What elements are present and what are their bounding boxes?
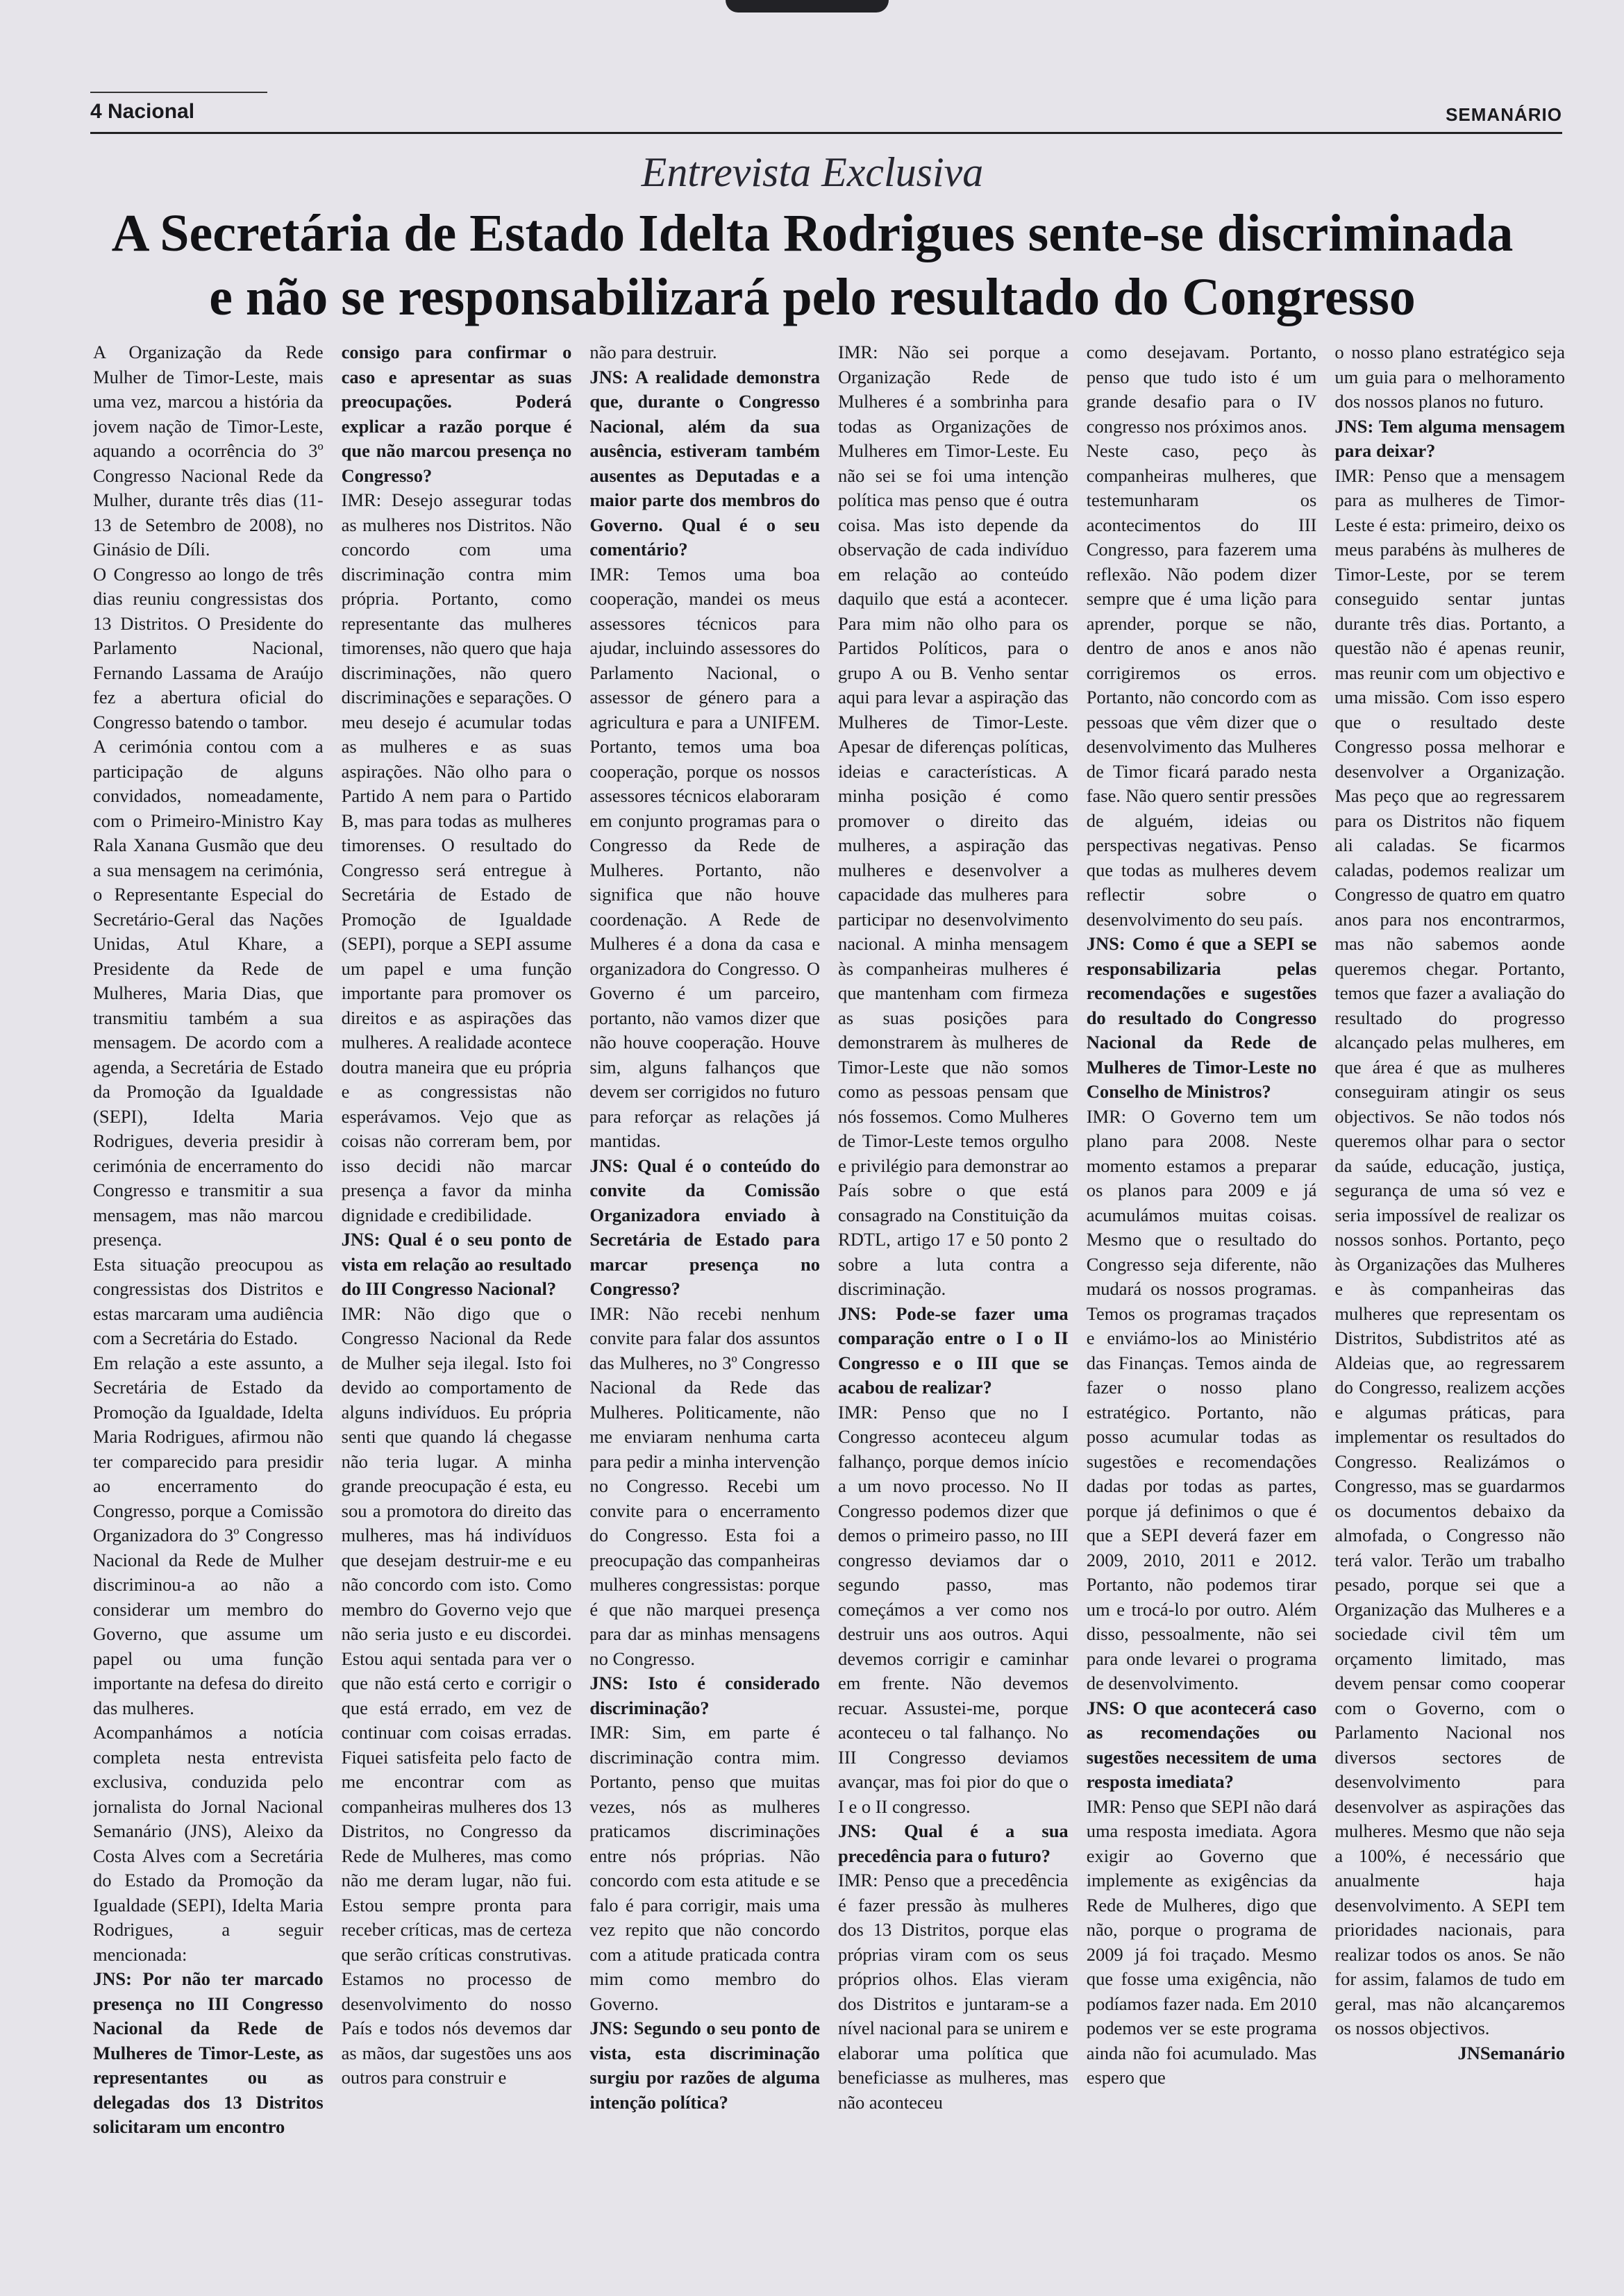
section-label: 4 Nacional [90,100,195,123]
article-signature-line [1334,2041,1565,2066]
interview-question: JNS: Qual é o seu ponto de vista em relação ao resultado do III Congresso Nacional? [341,1229,572,1299]
newspaper-name: SEMANÁRIO [1446,104,1562,125]
interview-question: JNS: Por não ter marcado presença no III Congresso Nacional da Rede de Mulheres de Timor-Leste, as representantes ou as delegadas dos 13 Distritos solicitaram um encontro [93,1968,324,2137]
article-paragraph: A cerimónia contou com a participação de alguns convidados, nomeadamente, com o Primeiro-Ministro Kay Rala Xanana Gusmão que deu a sua mensagem na cerimónia, o Representante Especial do Secretário-Geral das Nações Unidas, Atul Khare, a Presidente da Rede de Mulheres, Maria Dias, que transmitiu também a sua mensagem. De acordo com a agenda, a Secretária de Estado da Promoção da Igualdade (SEPI), Idelta Maria Rodrigues, deveria presidir à cerimónia de encerramento do Congresso e transmitir a sua mensagem, mas não marcou presença. [93,736,324,1250]
header-short-rule [90,92,267,93]
article-paragraph: não para destruir. [589,342,717,362]
interview-question: consigo para confirmar o caso e apresentar as suas preocupações. Poderá explicar a razão porque é que não marcou presença no Congresso? [341,342,572,486]
article-paragraph: Em relação a este assunto, a Secretária de Estado da Promoção da Igualdade, Idelta Maria Rodrigues, afirmou não ter comparecido para presidir ao encerramento do Congresso, porque a Comissão Organizadora do 3º Congresso Nacional da Rede de Mulher discriminou-a ao não a considerar um membro do Governo, que assume um papel ou uma função importante na defesa do direito das mulheres. [93,1352,324,1718]
article-paragraph: IMR: Não sei porque a Organização Rede de Mulheres é a sombrinha para todas as Organizações de Mulheres em Timor-Leste. Eu não sei se foi uma intenção política mas penso que é outra coisa. Mas isto depende da observação de cada indivíduo em relação ao conteúdo daquilo que está a acontecer. Para mim não olho para os Partidos Políticos, para o grupo A ou B. Venho sentar aqui para levar a aspiração das Mulheres de Timor-Leste. Apesar de diferenças políticas, ideias e características. A minha posição é como promover o direito das mulheres, a aspiração das mulheres e desenvolver a capacidade das mulheres para participar no desenvolvimento nacional. A minha mensagem às companheiras mulheres é que mantenham com firmeza as suas posições para demonstrarem às mulheres de Timor-Leste que não somos como as pessoas pensam que nós fossemos. Como Mulheres de Timor-Leste temos orgulho e privilégio para demonstrar ao País sobre o que está consagrado na Constituição da RDTL, artigo 17 e 50 ponto 2 sobre a luta contra a discriminação. [838,342,1069,1299]
interview-question: JNS: Isto é considerado discriminação? [589,1673,821,1718]
article-column-4 [838,340,1069,2208]
interview-question: JNS: Qual é o conteúdo do convite da Comissão Organizadora enviado à Secretária de Estado para marcar presença no Congresso? [589,1155,821,1299]
article-paragraph: IMR: Temos uma boa cooperação, mandei os meus assessores técnicos para ajudar, incluindo assessores do Parlamento Nacional, o assessor de género para a agricultura e para a UNIFEM. Portanto, temos uma boa cooperação, porque os nossos assessores técnicos elaboraram em conjunto programas para o Congresso da Rede de Mulheres. Portanto, não significa que não houve coordenação. A Rede de Mulheres é a dona da casa e organizadora do Congresso. O Governo é um parceiro, portanto, não vamos dizer que não houve cooperação. Houve sim, alguns falhanços que devem ser corrigidos no futuro para reforçar as relações já mantidas. [589,563,821,1151]
article-paragraph: Acompanhámos a notícia completa nesta entrevista exclusiva, conduzida pelo jornalista do Jornal Nacional Semanário (JNS), Aleixo da Costa Alves com a Secretária do Estado da Promoção da Igualdade (SEPI), Idelta Maria Rodrigues, a seguir mencionada: [93,1722,324,1965]
interview-question: JNS: Pode-se fazer uma comparação entre o I o II Congresso e o III que se acabou de realizar? [838,1302,1069,1398]
page-top-tab [726,0,889,12]
article-paragraph: Neste caso, peço às companheiras mulheres, que testemunharam os acontecimentos do III Congresso, para fazerem uma reflexão. Não podem dizer sempre que é uma lição para aprender, porque se não, dentro de anos e anos não corrigiremos os erros. Portanto, não concordo com as pessoas que vêm dizer que o desenvolvimento das Mulheres de Timor ficará parado nesta fase. Não quero sentir pressões de alguém, ideias ou perspectivas negativas. Penso que todas as mulheres devem reflectir sobre o desenvolvimento do seu país. [1086,440,1317,930]
interview-question: JNS: Qual é a sua precedência para o futuro? [838,1820,1069,1866]
headline-line-2: e não se responsabilizará pelo resultado do Congresso [209,268,1416,326]
article-paragraph: como desejavam. Portanto, penso que tudo isto é um grande desafio para o IV congresso nos próximos anos. [1086,342,1317,437]
article-paragraph: IMR: Penso que no I Congresso aconteceu algum falhanço, porque demos início a um novo processo. No II Congresso podemos dizer que demos o primeiro passo, no III congresso deviamos dar o segundo passo, mas começámos a ver como nos destruir uns aos outros. Aqui devemos corrigir e caminhar em frente. Não devemos recuar. Assustei-me, porque aconteceu o tal falhanço. No III Congresso deviamos avançar, mas foi pior do que o I e o II congresso. [838,1401,1069,1817]
article-body [93,340,1565,2208]
interview-question: JNS: O que acontecerá caso as recomendações ou sugestões necessitem de uma resposta imediata? [1086,1697,1317,1792]
interview-question: JNS: A realidade demonstra que, durante o Congresso Nacional, além da sua ausência, estiveram também ausentes as Deputadas e a maior parte dos membros do Governo. Qual é o seu comentário? [589,366,821,560]
article-headline [76,201,1548,329]
article-paragraph: IMR: Desejo assegurar todas as mulheres nos Distritos. Não concordo com uma discriminação contra mim própria. Portanto, como representante das mulheres timorenses, não quero que haja discriminações, não quero discriminações e separações. O meu desejo é acumular todas as mulheres e as suas aspirações. Não olho para o Partido A nem para o Partido B, mas para todas as mulheres timorenses. O resultado do Congresso será entregue à Secretária de Estado de Promoção de Igualdade (SEPI), porque a SEPI assume um papel e uma função importante para promover os direitos e as aspirações das mulheres. A realidade acontece doutra maneira que eu própria e as congressistas não esperávamos. Vejo que as coisas não correram bem, por isso decidi não marcar presença a favor da minha dignidade e credibilidade. [341,489,572,1225]
article-paragraph: IMR: Sim, em parte é discriminação contra mim. Portanto, penso que muitas vezes, nós as mulheres praticamos discriminações entre nós próprias. Não concordo com esta atitude e se falo é para corrigir, mais uma vez repito que não concordo com a atitude praticada contra mim como membro do Governo. [589,1722,821,2014]
article-paragraph: IMR: Penso que a precedência é fazer pressão às mulheres dos 13 Distritos, porque elas próprias viram com os seus próprios olhos. Elas vieram dos Distritos e juntaram-se a nível nacional para se unirem e elaborar uma política que beneficiasse as mulheres, mas não aconteceu [838,1870,1069,2113]
article-paragraph: o nosso plano estratégico seja um guia para o melhoramento dos nossos planos no futuro. [1334,342,1566,412]
article-column-5 [1087,340,1317,2208]
article-paragraph: O Congresso ao longo de três dias reuniu congressistas dos 13 Distritos. O Presidente do Parlamento Nacional, Fernando Lassama de Araújo fez a abertura oficial do Congresso batendo o tambor. [93,563,324,732]
page-header [90,87,1562,134]
article-paragraph: A Organização da Rede Mulher de Timor-Leste, mais uma vez, marcou a história da jovem nação de Timor-Leste, aquando a ocorrência do 3º Congresso Nacional Rede da Mulher, durante três dias (11-13 de Setembro de 2008), no Ginásio de Díli. [93,342,324,560]
article-paragraph: IMR: Não recebi nenhum convite para falar dos assuntos das Mulheres, no 3º Congresso Nacional da Rede das Mulheres. Politicamente, não me enviaram nenhuma carta para pedir a minha intervenção no Congresso. Recebi um convite para o encerramento do Congresso. Esta foi a preocupação das companheiras mulheres congressistas: porque é que não marquei presença para dar as minhas mensagens no Congresso. [589,1302,821,1669]
interview-question: JNS: Tem alguma mensagem para deixar? [1334,415,1566,461]
article-column-6 [1334,340,1565,2208]
article-paragraph: Esta situação preocupou as congressistas dos Distritos e estas marcaram uma audiência com a Secretária do Estado. [93,1253,324,1348]
article-paragraph: IMR: O Governo tem um plano para 2008. Neste momento estamos a preparar os planos para 2009 e já acumulámos muitas coisas. Mesmo que o resultado do Congresso seja diferente, não mudará os nossos programas. Temos os programas traçados e enviámo-los ao Ministério das Finanças. Temos ainda de fazer o nosso plano estratégico. Portanto, não posso acumular todas as sugestões e recomendações dadas por todas as partes, porque já definimos o que é que a SEPI deverá fazer em 2009, 2010, 2011 e 2012. Portanto, não podemos tirar um e trocá-lo por outro. Além disso, pessoalmente, não sei para onde levarei o programa de desenvolvimento. [1086,1105,1317,1693]
interview-question: JNS: Segundo o seu ponto de vista, esta discriminação surgiu por razões de alguma intenção política? [589,2018,821,2113]
article-column-1 [93,340,324,2208]
article-column-3 [589,340,820,2208]
article-paragraph: IMR: Penso que SEPI não dará uma resposta imediata. Agora exigir ao Governo que implemente as exigências da Rede de Mulheres, digo que não, porque o programa de 2009 já foi traçado. Mesmo que fosse uma exigência, não podíamos fazer nada. Em 2010 podemos ver se este programa ainda não foi acumulado. Mas espero que [1086,1795,1317,2088]
interview-question: JNS: Como é que a SEPI se responsabilizaria pelas recomendações e sugestões do resultado do Congresso Nacional da Rede de Mulheres de Timor-Leste no Conselho de Ministros? [1086,933,1317,1102]
article-paragraph: IMR: Não digo que o Congresso Nacional da Rede de Mulher seja ilegal. Isto foi devido ao comportamento de alguns indivíduos. Eu própria senti que quando lá chegasse não teria lugar. A minha grande preocupação é esta, eu sou a promotora do direito das mulheres, mas há indivíduos que desejam destruir-me e eu não concordo com isto. Como membro do Governo vejo que não seria justo e eu discordei. Estou aqui sentada para ver o que não está certo e corrigir o que está errado, em vez de continuar com coisas erradas. Fiquei satisfeita pelo facto de me encontrar com as companheiras mulheres dos 13 Distritos, no Congresso da Rede de Mulheres, mas como não me deram lugar, não fui. Estou sempre pronta para receber críticas, mas de certeza que serão críticas construtivas. Estamos no processo de desenvolvimento do nosso País e todos nós devemos dar as mãos, dar sugestões uns aos outros para construir e [341,1302,572,2088]
headline-line-1: A Secretária de Estado Idelta Rodrigues sente-se discriminada [111,204,1514,262]
article-kicker: Entrevista Exclusiva [641,149,984,195]
article-signature: JNSemanário [1457,2042,1566,2063]
article-paragraph: IMR: Penso que a mensagem para as mulheres de Timor-Leste é esta: primeiro, deixo os meus parabéns às mulheres de Timor-Leste, por se terem conseguido sentar juntas durante três dias. Portanto, a questão não é apenas reunir, mas reunir com um objectivo e uma missão. Com isso espero que o resultado deste Congresso possa melhorar e desenvolver a Organização. Mas peço que ao regressarem para os Distritos não fiquem ali caladas. Se ficarmos caladas, podemos realizar um Congresso de quatro em quatro anos para nos encontrarmos, mas não sabemos aonde queremos chegar. Portanto, temos que fazer a avaliação do resultado do progresso alcançado pelas mulheres, em que área é que as mulheres conseguiram atingir os seus objectivos. Se não todos nós queremos olhar para o sector da saúde, educação, justiça, segurança de uma só vez e seria impossível de realizar os nossos sonhos. Portanto, peço às Organizações das Mulheres e às companheiras das mulheres que representam os Distritos, Subdistritos até as Aldeias que, ao regressarem do Congresso, realizem acções e algumas práticas, para implementar os resultados do Congresso. Realizámos o Congresso, mas se guardarmos os documentos debaixo da almofada, o Congresso não terá valor. Terão um trabalho pesado, porque sei que a Organização das Mulheres e a sociedade civil têm um orçamento limitado, mas devem pensar como cooperar com o Governo, com o Parlamento Nacional nos diversos sectores de desenvolvimento para desenvolver as aspirações das mulheres. Mesmo que não seja a 100%, é necessário que anualmente haja desenvolvimento. A SEPI tem prioridades nacionais, para realizar todos os anos. Se não for assim, falamos de tudo em geral, mas não alcançaremos os nossos objectivos. [1334,464,1566,2038]
article-column-2 [342,340,572,2208]
